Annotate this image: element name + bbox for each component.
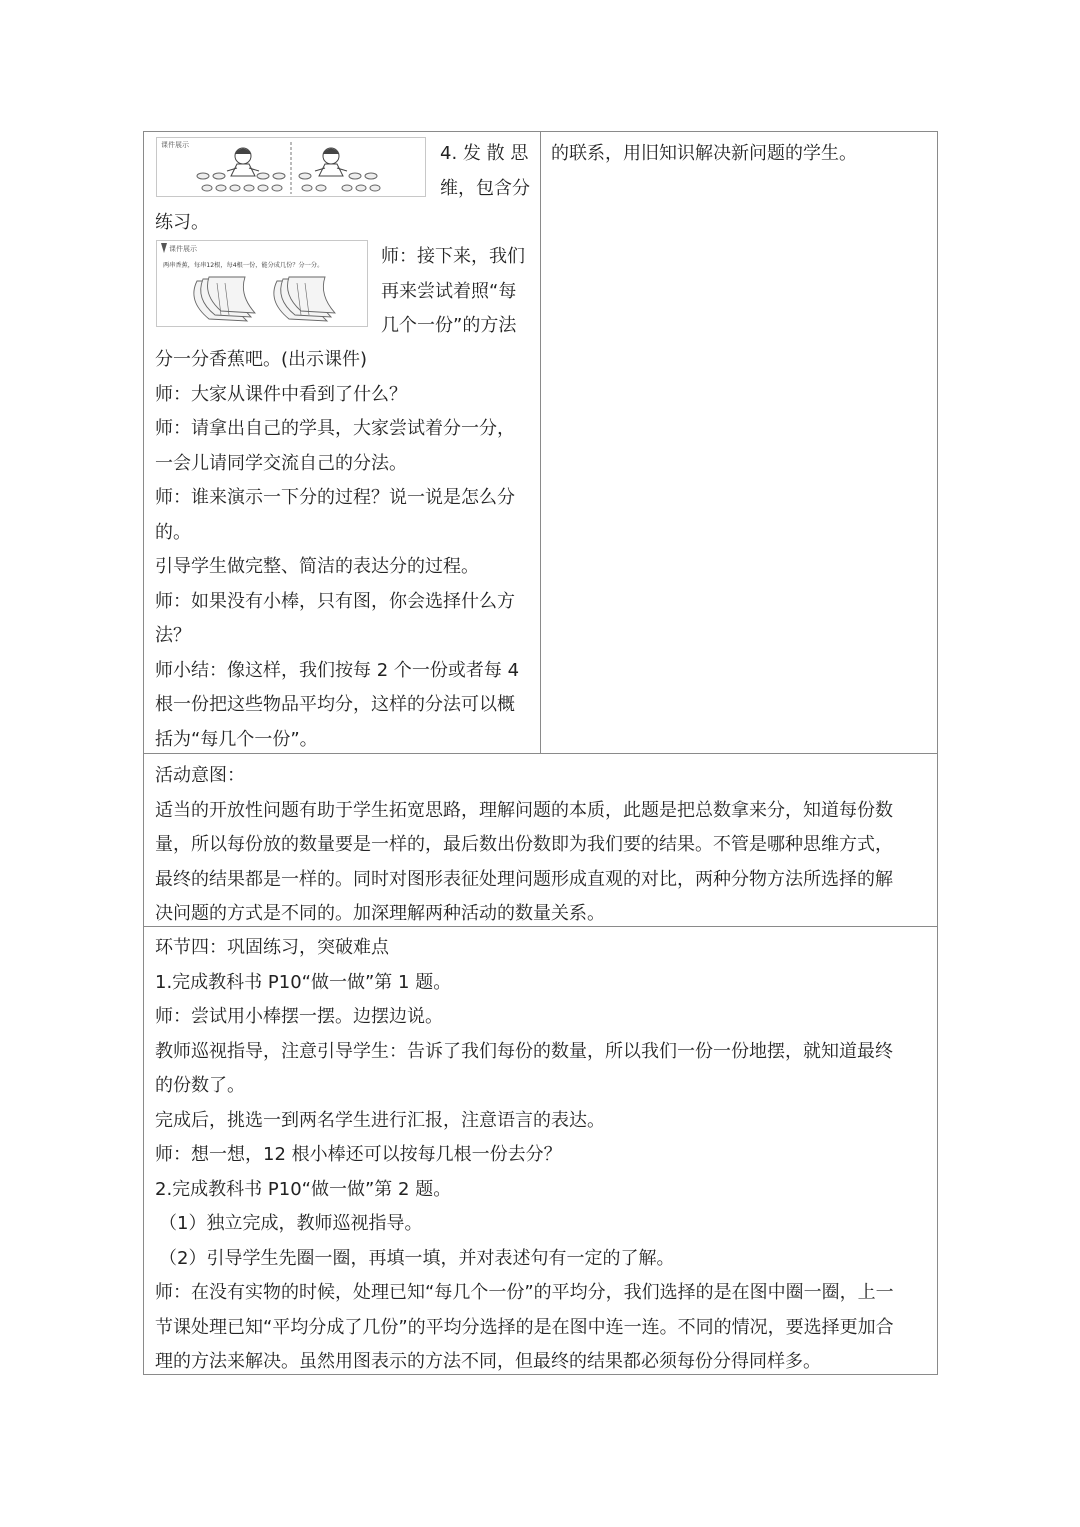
item4-continuation [155,206,209,241]
practice-section [155,931,894,1380]
left-line-2: 师：请拿出自己的学具，大家尝试着分一分， [155,418,515,439]
practice-line-5: 的份数了。 [155,1075,245,1096]
teacher-intro-line3: 几个一份”的方法 [381,315,517,336]
left-column-body [155,343,519,757]
item4-line3: 练习。 [155,212,209,233]
left-line-8: 法？ [155,625,191,646]
practice-line-7: 师：想一想，12 根小棒还可以按每几根一份去分？ [155,1144,562,1165]
practice-line-13: 理的方法来解决。虽然用图表示的方法不同，但最终的结果都必须每份分得同样多。 [155,1351,821,1372]
activity-intent [155,759,893,932]
left-line-4: 师：谁来演示一下分的过程？说一说是怎么分 [155,487,515,508]
intent-heading: 活动意图： [155,765,245,786]
practice-line-6: 完成后，挑选一到两名学生进行汇报，注意语言的表达。 [155,1109,605,1131]
left-line-6: 引导学生做完整、简洁的表达分的过程。 [155,556,479,577]
column-divider [540,131,541,753]
intent-line-3: 最终的结果都是一样的。同时对图形表征处理问题形成直观的对比，两种分物方法所选择的解 [155,868,893,890]
intent-line-2: 量，所以每份放的数量要是一样的，最后数出份数即为我们要的结果。不管是哪种思维方式， [155,834,893,855]
left-line-10: 根一份把这些物品平均分，这样的分法可以概 [155,694,515,715]
practice-line-3: 师：尝试用小棒摆一摆。边摆边说。 [155,1006,443,1027]
teacher-intro [381,240,525,344]
teacher-intro-line4: 分一分香蕉吧。(出示课件) [155,349,368,370]
left-line-5: 的。 [155,521,191,543]
item4-line1: 4. 发 散 思 [440,143,529,164]
practice-line-11: 师：在没有实物的时候，处理已知“每几个一份”的平均分，我们选择的是在图中圈一圈，上一 [155,1282,894,1303]
figure2-question: 两串香蕉，每串12根，每4根一份，能分成几份？分一分。 [163,262,324,269]
practice-line-1: 环节四：巩固练习，突破难点 [155,937,389,958]
intent-line-1: 适当的开放性问题有助于学生拓宽思路，理解问题的本质，此题是把总数拿来分，知道每份数 [155,799,893,821]
left-line-9: 师小结：像这样，我们按每 2 个一份或者每 4 [155,659,520,681]
practice-line-2: 1.完成教科书 P10“做一做”第 1 题。 [155,971,452,993]
left-line-7: 师：如果没有小棒，只有图，你会选择什么方 [155,590,515,612]
practice-line-9: （1）独立完成，教师巡视指导。 [159,1213,423,1234]
intent-line-4: 决问题的方式是不同的。加深理解两种活动的数量关系。 [155,903,605,924]
practice-line-8: 2.完成教科书 P10“做一做”第 2 题。 [155,1178,452,1200]
figure1-caption: 课件展示 [161,141,189,149]
left-line-1: 师：大家从课件中看到了什么？ [155,383,407,405]
courseware-figure-children [156,137,426,197]
item4-line2: 维，包含分 [440,177,530,199]
left-line-11: 括为“每几个一份”。 [155,728,318,750]
practice-line-12: 节课处理已知“平均分成了几份”的平均分选择的是在图中连一连。不同的情况，要选择更加合 [155,1316,894,1338]
right-column-body [551,137,857,172]
figure2-caption: 课件展示 [169,245,197,253]
practice-line-10: （2）引导学生先圈一圈，再填一填，并对表述句有一定的了解。 [159,1247,675,1269]
teacher-intro-line2: 再来尝试着照“每 [381,280,517,302]
left-line-3: 一会儿请同学交流自己的分法。 [155,452,407,474]
right-line-1: 的联系，用旧知识解决新问题的学生。 [551,143,857,164]
item4-text [440,137,530,206]
courseware-figure-bananas [156,240,368,327]
practice-line-4: 教师巡视指导，注意引导学生：告诉了我们每份的数量，所以我们一份一份地摆，就知道最终 [155,1040,893,1062]
teacher-intro-line1: 师：接下来，我们 [381,246,525,267]
